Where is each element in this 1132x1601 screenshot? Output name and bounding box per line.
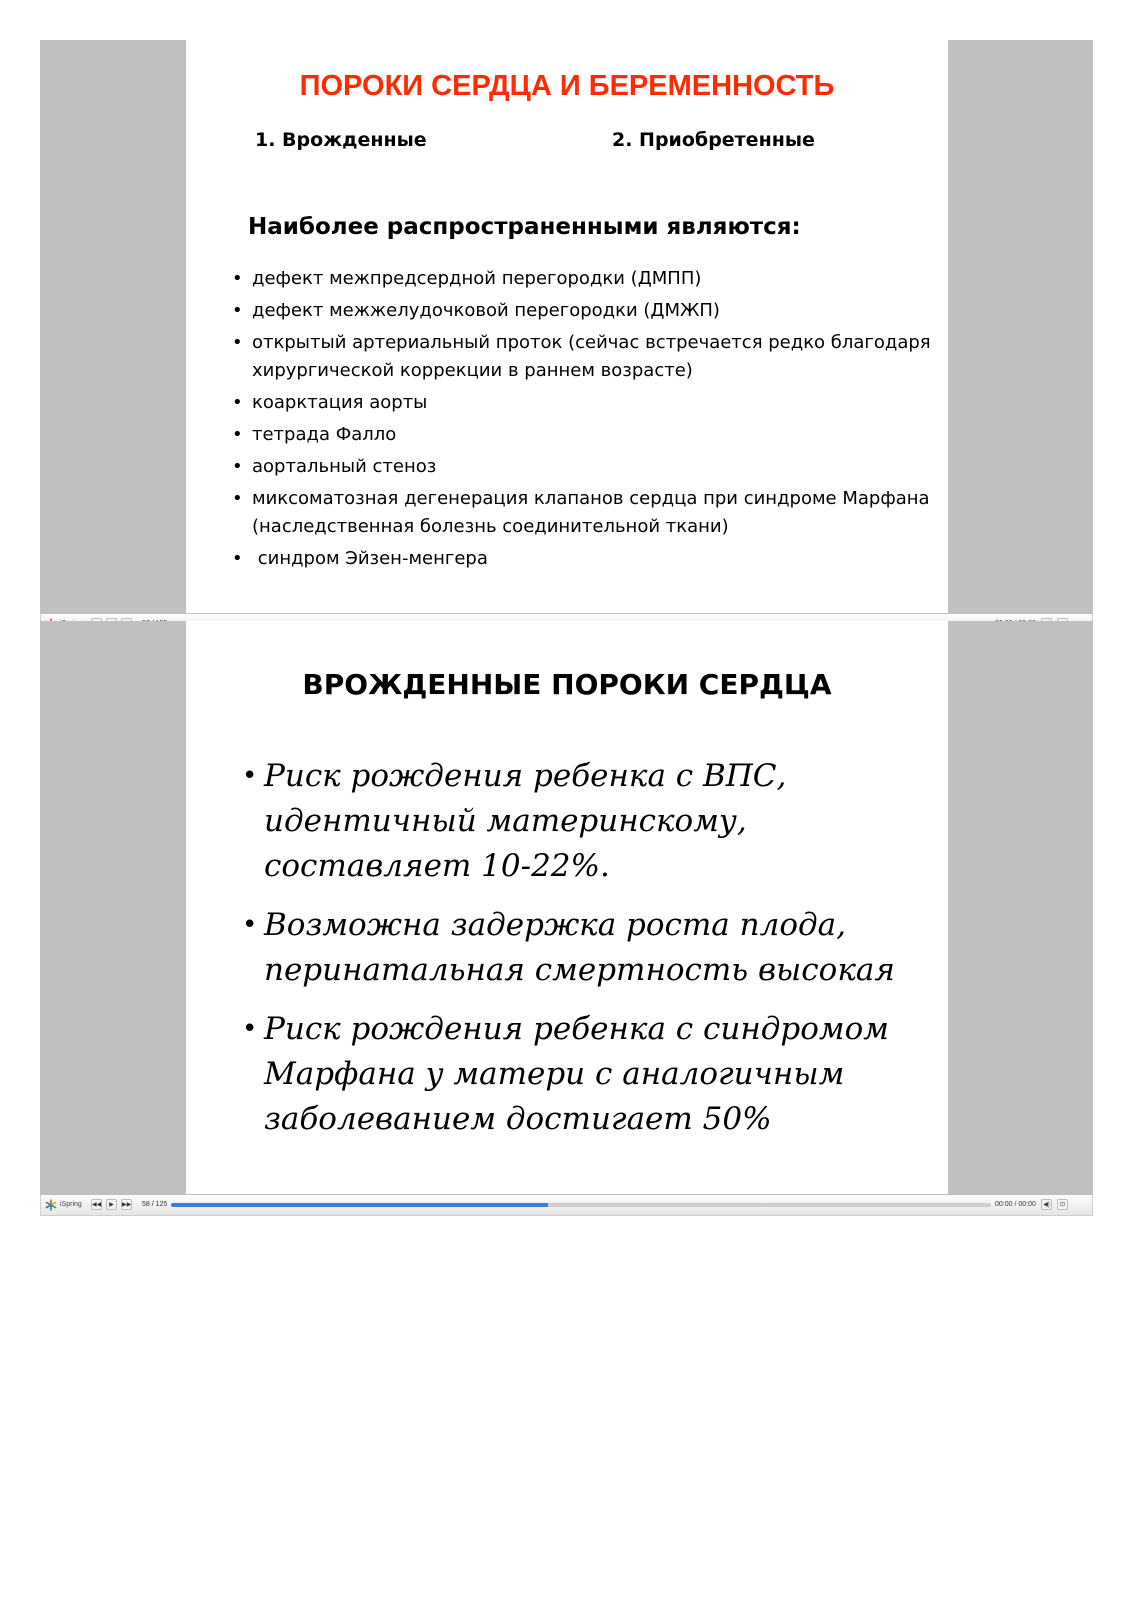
fast-forward-button[interactable] [121, 1199, 132, 1210]
list-item: • Риск рождения ребенка с ВПС, идентичный материнскому, составляет 10-22%. [242, 754, 932, 889]
player-control-bar [40, 1194, 1093, 1216]
play-button[interactable] [106, 1199, 117, 1210]
list-heading: Наиболее распространенными являются: [248, 214, 801, 240]
list-item: • дефект межпредсердной перегородки (ДМПП) [232, 265, 932, 293]
slide-57 [186, 40, 948, 613]
list-item: • аортальный стеноз [232, 453, 932, 481]
slide-title: ПОРОКИ СЕРДЦА И БЕРЕМЕННОСТЬ [299, 70, 835, 102]
play-icon: ▶ [109, 1202, 114, 1208]
slide-58 [186, 621, 948, 1194]
list-item: • коарктация аорты [232, 389, 932, 417]
defects-list [232, 265, 932, 577]
list-item: • Возможна задержка роста плода, перинатальная смертность высокая [242, 903, 932, 993]
slide-stage [40, 621, 1093, 1194]
category-acquired: 2. Приобретенные [612, 129, 815, 151]
list-item: • Риск рождения ребенка с синдромом Марфана у матери с аналогичным заболеванием достигает 50% [242, 1007, 932, 1142]
volume-button[interactable] [1041, 1199, 1052, 1210]
logo-text: iSpring [60, 1201, 82, 1208]
list-item: • дефект межжелудочковой перегородки (ДМЖП) [232, 297, 932, 325]
slide-counter: 58 / 125 [142, 1201, 168, 1208]
list-item: • миксоматозная дегенерация клапанов сердца при синдроме Марфана (наследственная болезнь соединительной ткани) [232, 485, 932, 541]
rewind-button[interactable] [91, 1199, 102, 1210]
fullscreen-icon: ⊡ [1059, 1202, 1066, 1208]
slide-stage [40, 40, 1093, 613]
risk-list [242, 754, 932, 1156]
time-readout: 00:00 / 00:00 [995, 1201, 1036, 1208]
list-item: • синдром Эйзен-менгера [232, 545, 932, 573]
progress-fill [171, 1203, 548, 1207]
fast-forward-icon: ▶▶ [122, 1202, 132, 1208]
rewind-icon: ◀◀ [92, 1202, 102, 1208]
volume-icon: ◀) [1043, 1202, 1050, 1208]
ispring-logo-icon [45, 1199, 57, 1211]
list-item: • тетрада Фалло [232, 421, 932, 449]
fullscreen-button[interactable] [1057, 1199, 1068, 1210]
category-congenital: 1. Врожденные [255, 129, 427, 151]
list-item: • открытый артериальный проток (сейчас встречается редко благодаря хирургической коррекции в раннем возрасте) [232, 329, 932, 385]
slide-title: ВРОЖДЕННЫЕ ПОРОКИ СЕРДЦА [302, 668, 832, 701]
progress-track[interactable] [171, 1203, 991, 1207]
